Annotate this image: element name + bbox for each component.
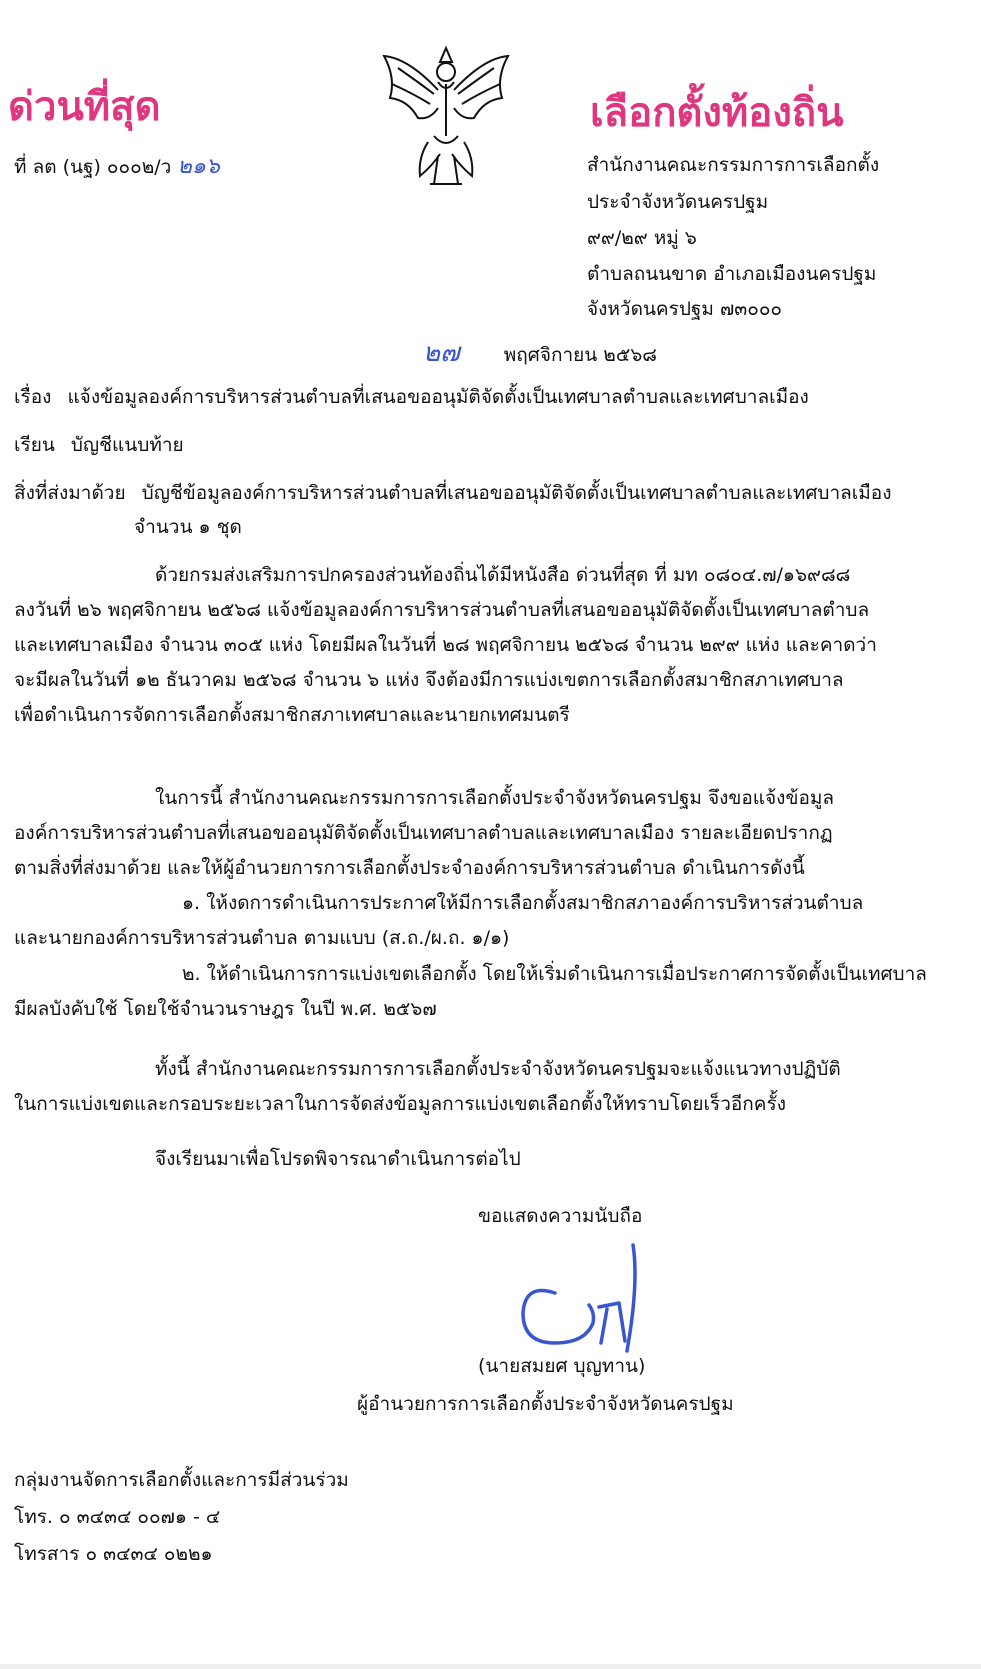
enclosure-label: สิ่งที่ส่งมาด้วย: [14, 482, 126, 504]
instruction-line: มีผลบังคับใช้ โดยใช้จำนวนราษฎร ในปี พ.ศ. ๒๕๖๗: [14, 998, 437, 1020]
signer-position: ผู้อำนวยการการเลือกตั้งประจำจังหวัดนครปฐม: [357, 1393, 734, 1415]
garuda-emblem-icon: [378, 38, 514, 188]
paragraph-line: ลงวันที่ ๒๖ พฤศจิกายน ๒๕๖๘ แจ้งข้อมูลองค์การบริหารส่วนตำบลที่เสนอขออนุมัติจัดตั้งเป็นเทศบาลตำบล: [14, 599, 870, 621]
subject-text: แจ้งข้อมูลองค์การบริหารส่วนตำบลที่เสนอขออนุมัติจัดตั้งเป็นเทศบาลตำบลและเทศบาลเมือง: [67, 386, 809, 408]
signature-icon: [515, 1243, 715, 1358]
subject-label: เรื่อง: [14, 386, 52, 408]
reference-number: [14, 154, 220, 180]
footer-department: กลุ่มงานจัดการเลือกตั้งและการมีส่วนร่วม: [14, 1469, 349, 1491]
paragraph-line: ทั้งนี้ สำนักงานคณะกรรมการการเลือกตั้งประจำจังหวัดนครปฐมจะแจ้งแนวทางปฏิบัติ: [155, 1058, 841, 1080]
address-line: ตำบลถนนขาด อำเภอเมืองนครปฐม: [587, 263, 877, 285]
handwritten-day: ๒๗: [423, 338, 460, 368]
handwritten-reference-number: ๒๑๖: [177, 154, 220, 179]
letter-date: [423, 338, 657, 369]
recipient-text: บัญชีแนบท้าย: [70, 434, 184, 456]
subject: [14, 386, 809, 409]
instruction-line: ๑. ให้งดการดำเนินการประกาศให้มีการเลือกตั้งสมาชิกสภาองค์การบริหารส่วนตำบล: [182, 892, 864, 914]
recipient: [14, 434, 184, 457]
enclosure-amount: จำนวน ๑ ชุด: [134, 516, 242, 538]
footer-phone: โทร. ๐ ๓๔๓๔ ๐๐๗๑ - ๔: [14, 1506, 221, 1528]
paragraph-line: องค์การบริหารส่วนตำบลที่เสนอขออนุมัติจัดตั้งเป็นเทศบาลตำบลและเทศบาลเมือง รายละเอียดปรากฏ: [14, 822, 833, 844]
enclosure: [14, 482, 892, 505]
page-edge: [0, 1664, 981, 1669]
address-line: ประจำจังหวัดนครปฐม: [587, 191, 769, 213]
local-election-stamp: เลือกตั้งท้องถิ่น: [590, 90, 844, 136]
signer-name: (นายสมยศ บุญทาน): [478, 1355, 646, 1377]
instruction-line: และนายกองค์การบริหารส่วนตำบล ตามแบบ (ส.ถ./ผ.ถ. ๑/๑): [14, 927, 510, 949]
recipient-label: เรียน: [14, 434, 55, 456]
paragraph-line: เพื่อดำเนินการจัดการเลือกตั้งสมาชิกสภาเทศบาลและนายกเทศมนตรี: [14, 704, 570, 726]
paragraph-line: และเทศบาลเมือง จำนวน ๓๐๕ แห่ง โดยมีผลในวันที่ ๒๘ พฤศจิกายน ๒๕๖๘ จำนวน ๒๙๙ แห่ง และคาดว่า: [14, 634, 877, 656]
footer-fax: โทรสาร ๐ ๓๔๓๔ ๐๒๒๑: [14, 1543, 213, 1565]
closing-request: จึงเรียนมาเพื่อโปรดพิจารณาดำเนินการต่อไป: [155, 1148, 521, 1170]
address-line: ๙๙/๒๙ หมู่ ๖: [587, 227, 697, 249]
urgent-stamp: ด่วนที่สุด: [8, 84, 161, 130]
reference-prefix: ที่ ลต (นฐ) ๐๐๐๒/ว: [14, 156, 172, 178]
paragraph-line: ตามสิ่งที่ส่งมาด้วย และให้ผู้อำนวยการการเลือกตั้งประจำองค์การบริหารส่วนตำบล ดำเนินการดังนี้: [14, 857, 805, 879]
paragraph-line: ด้วยกรมส่งเสริมการปกครองส่วนท้องถิ่นได้มีหนังสือ ด่วนที่สุด ที่ มท ๐๘๐๔.๗/๑๖๙๘๘: [155, 564, 851, 586]
instruction-line: ๒. ให้ดำเนินการการแบ่งเขตเลือกตั้ง โดยให้เริ่มดำเนินการเมื่อประกาศการจัดตั้งเป็นเทศบาล: [182, 963, 927, 985]
address-line: สำนักงานคณะกรรมการการเลือกตั้ง: [587, 154, 880, 176]
date-month-year: พฤศจิกายน ๒๕๖๘: [503, 344, 657, 366]
enclosure-text: บัญชีข้อมูลองค์การบริหารส่วนตำบลที่เสนอขออนุมัติจัดตั้งเป็นเทศบาลตำบลและเทศบาลเมือง: [141, 482, 892, 504]
paragraph-line: ในการนี้ สำนักงานคณะกรรมการการเลือกตั้งประจำจังหวัดนครปฐม จึงขอแจ้งข้อมูล: [155, 787, 835, 809]
regards: ขอแสดงความนับถือ: [478, 1205, 643, 1227]
paragraph-line: จะมีผลในวันที่ ๑๒ ธันวาคม ๒๕๖๘ จำนวน ๖ แห่ง จึงต้องมีการแบ่งเขตการเลือกตั้งสมาชิกสภาเทศบาล: [14, 669, 844, 691]
paragraph-line: ในการแบ่งเขตและกรอบระยะเวลาในการจัดส่งข้อมูลการแบ่งเขตเลือกตั้งให้ทราบโดยเร็วอีกครั้ง: [14, 1093, 786, 1115]
address-line: จังหวัดนครปฐม ๗๓๐๐๐: [587, 298, 783, 320]
